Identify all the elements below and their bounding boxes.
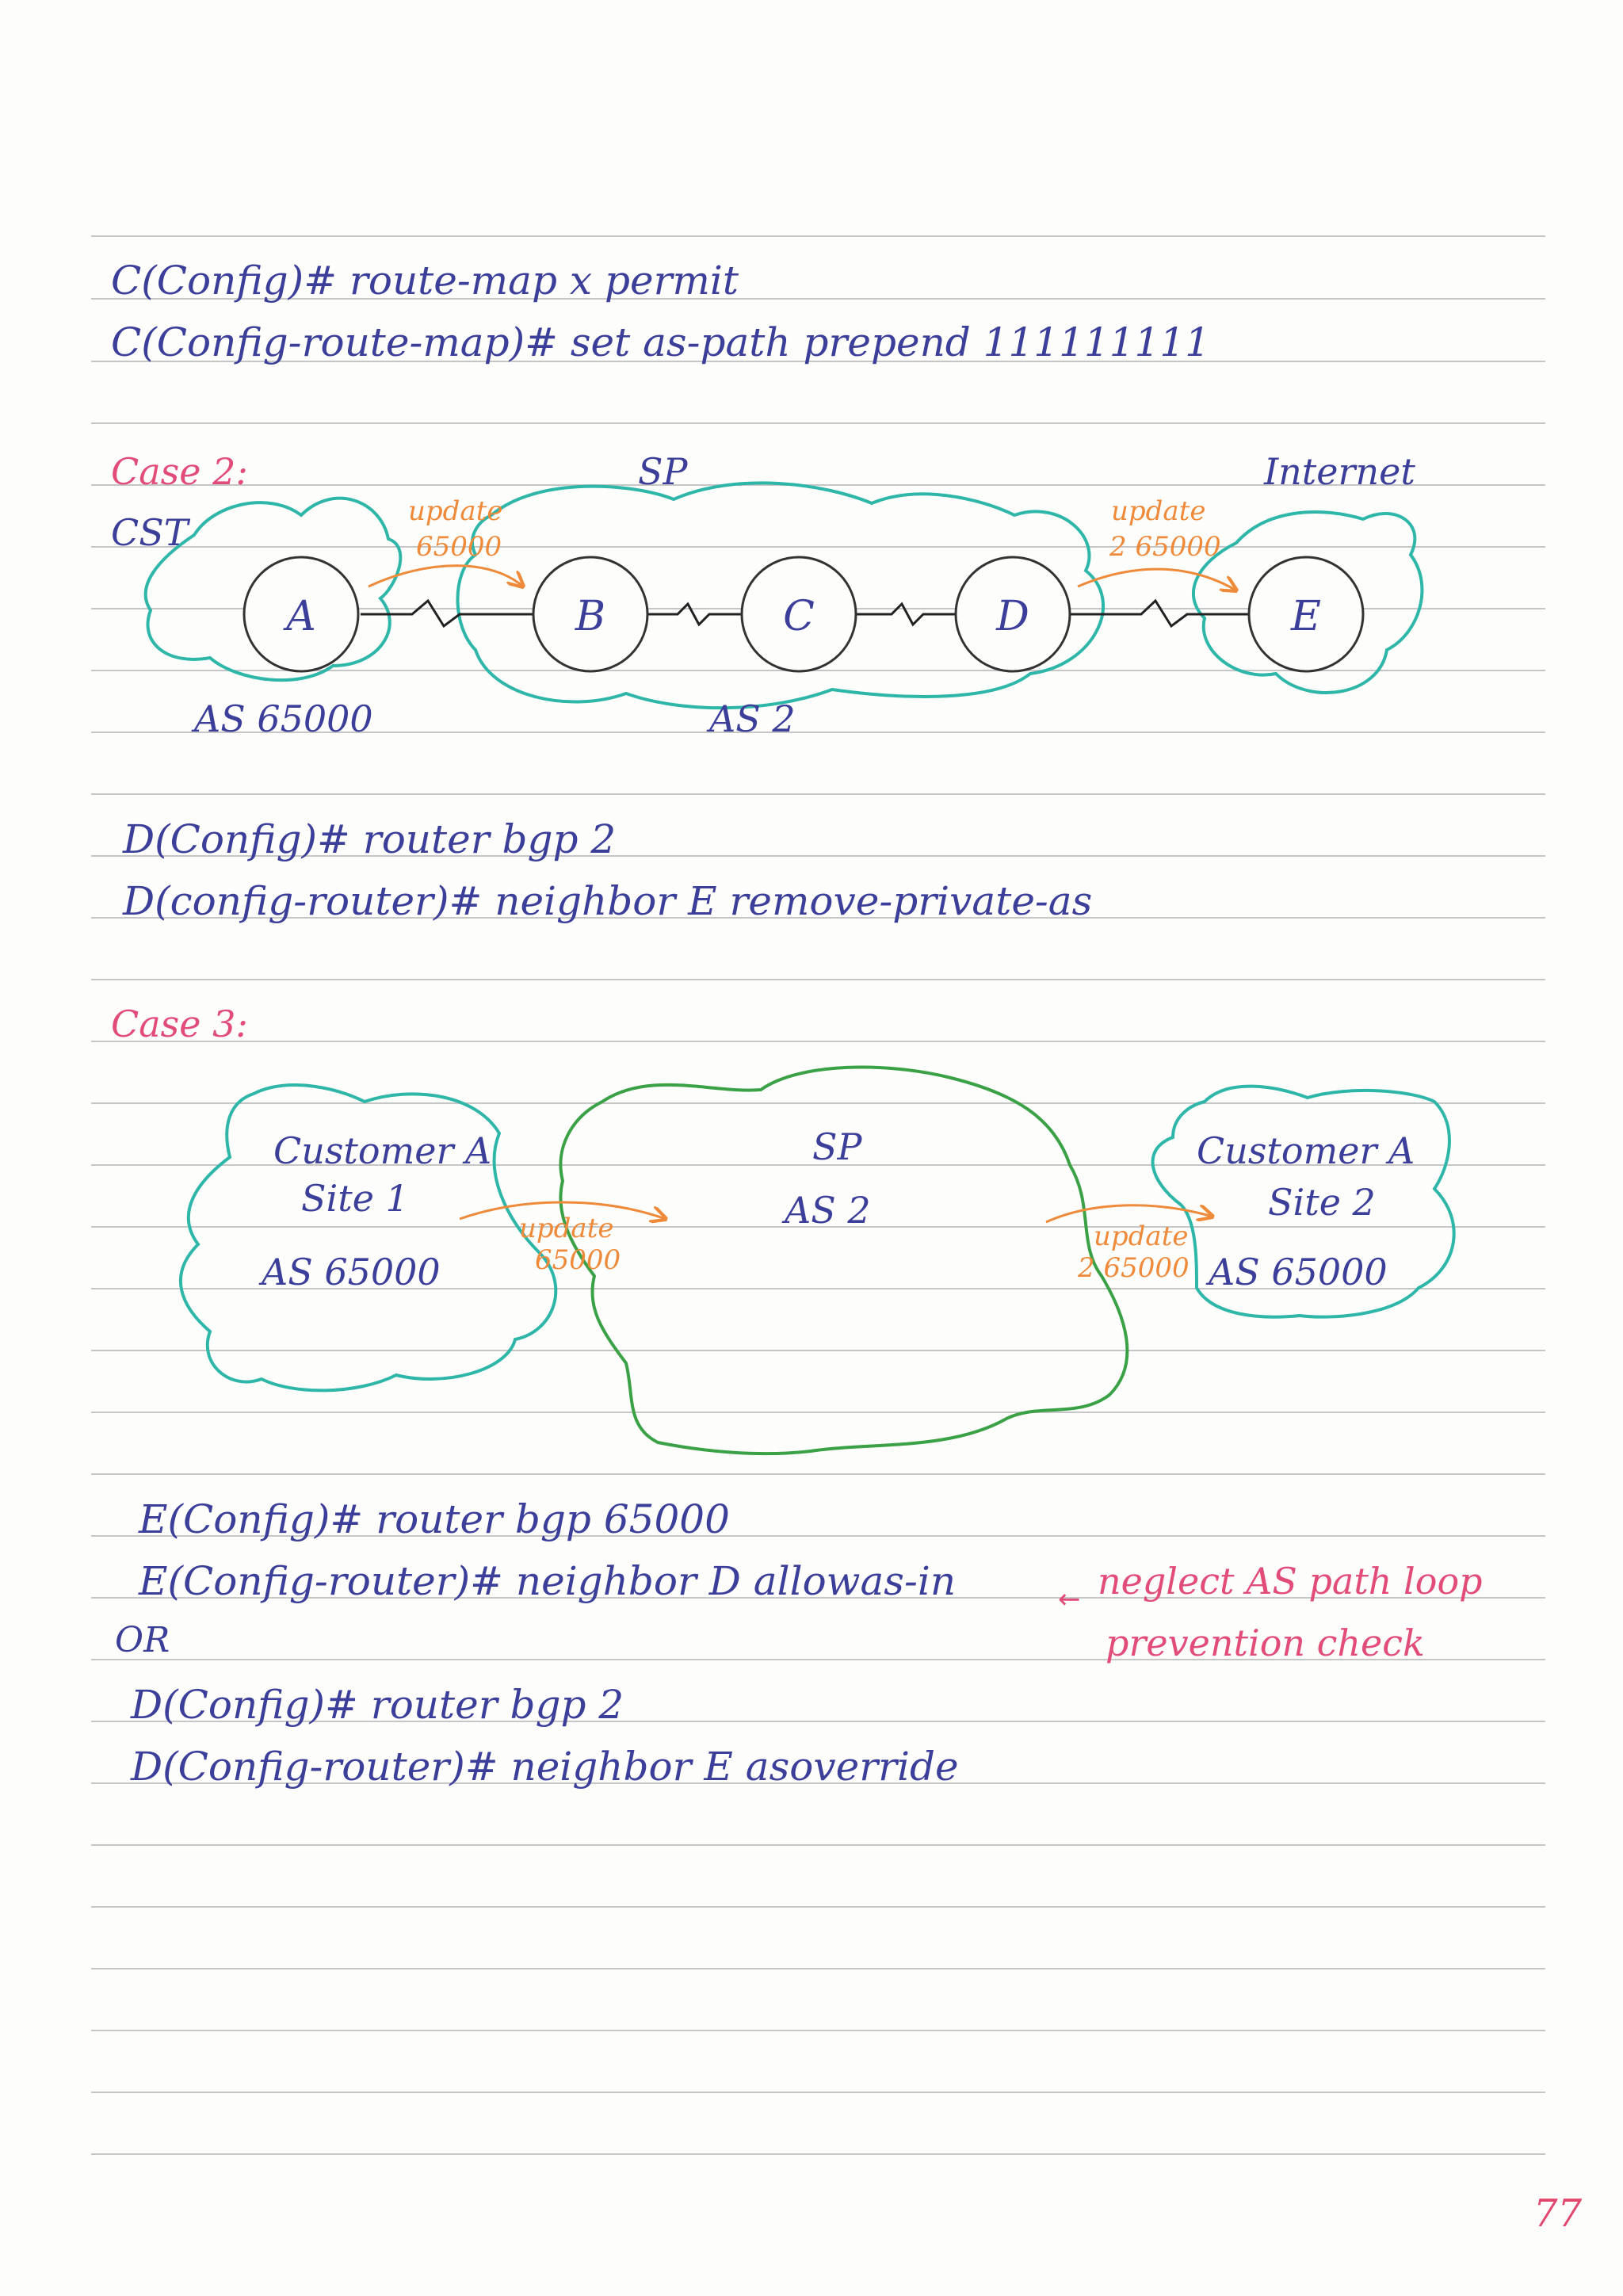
ruled-line <box>91 979 1545 980</box>
case3-update-left-label: update <box>519 1213 614 1244</box>
case3-config-line-3: D(Config)# router bgp 2 <box>131 1682 624 1728</box>
case2-sp-label: SP <box>638 450 688 493</box>
route-map-line-2: C(Config-route-map)# set as-path prepend 111111111 <box>111 319 1210 365</box>
case3-config-line-4: D(Config-router)# neighbor E asoverride <box>131 1744 959 1790</box>
site1-name: Customer A <box>273 1129 492 1172</box>
ruled-line <box>91 235 1545 237</box>
case3-update-right-path: 2 65000 <box>1078 1252 1190 1284</box>
ruled-line <box>91 2092 1545 2093</box>
link-b-c <box>646 604 741 625</box>
case3-config-line-1: E(Config)# router bgp 65000 <box>139 1496 730 1542</box>
ruled-line <box>91 1844 1545 1846</box>
or-label: OR <box>115 1620 170 1660</box>
case2-internet-label: Internet <box>1264 450 1415 493</box>
case2-config-line-1: D(Config)# router bgp 2 <box>123 816 617 862</box>
note-line-2: prevention check <box>1106 1622 1425 1664</box>
ruled-line <box>91 2030 1545 2031</box>
case2-update-right-path: 2 65000 <box>1109 531 1221 563</box>
router-d <box>956 557 1070 671</box>
case2-config-line-2: D(config-router)# neighbor E remove-private-as <box>123 878 1093 924</box>
site2-name: Customer A <box>1197 1129 1415 1172</box>
site1-site: Site 1 <box>301 1177 409 1220</box>
link-c-d <box>856 604 955 625</box>
link-d-e <box>1070 601 1248 626</box>
case2-update-left-path: 65000 <box>416 531 502 563</box>
case2-update-left-label: update <box>408 495 503 527</box>
ruled-line <box>91 1968 1545 1969</box>
case2-update-right-label: update <box>1111 495 1206 527</box>
router-a-label: A <box>286 593 316 640</box>
ruled-line <box>91 1041 1545 1042</box>
router-a <box>244 557 358 671</box>
ruled-line <box>91 422 1545 424</box>
note-arrow-icon: ← <box>1058 1584 1081 1615</box>
sp-as: AS 2 <box>785 1189 871 1232</box>
case3-heading: Case 3: <box>111 1003 248 1045</box>
page-number: 77 <box>1533 2191 1583 2236</box>
ruled-line <box>91 793 1545 795</box>
ruled-line <box>91 1906 1545 1908</box>
router-b <box>533 557 647 671</box>
link-a-b <box>361 601 539 626</box>
router-e <box>1249 557 1363 671</box>
route-map-line-1: C(Config)# route-map x permit <box>111 258 739 304</box>
case2-cst-label: CST <box>111 511 189 554</box>
ruled-line <box>91 2153 1545 2155</box>
case2-as-customer-label: AS 65000 <box>194 697 373 740</box>
case2-heading: Case 2: <box>111 450 248 493</box>
note-line-1: neglect AS path loop <box>1098 1560 1483 1603</box>
case2-as-sp-label: AS 2 <box>709 697 796 740</box>
site1-as: AS 65000 <box>262 1251 441 1293</box>
update-arrow-d-e <box>1078 569 1236 590</box>
case3-update-right-label: update <box>1094 1221 1189 1252</box>
case3-update-left-path: 65000 <box>535 1244 621 1276</box>
site2-site: Site 2 <box>1268 1181 1376 1224</box>
case3-config-line-2: E(Config-router)# neighbor D allowas-in <box>139 1558 957 1604</box>
sp-name: SP <box>812 1125 862 1168</box>
site2-as: AS 65000 <box>1209 1251 1388 1293</box>
router-c-label: C <box>783 593 815 640</box>
router-e-label: E <box>1291 593 1321 640</box>
router-c <box>742 557 856 671</box>
router-b-label: B <box>575 593 606 640</box>
router-d-label: D <box>996 593 1029 640</box>
